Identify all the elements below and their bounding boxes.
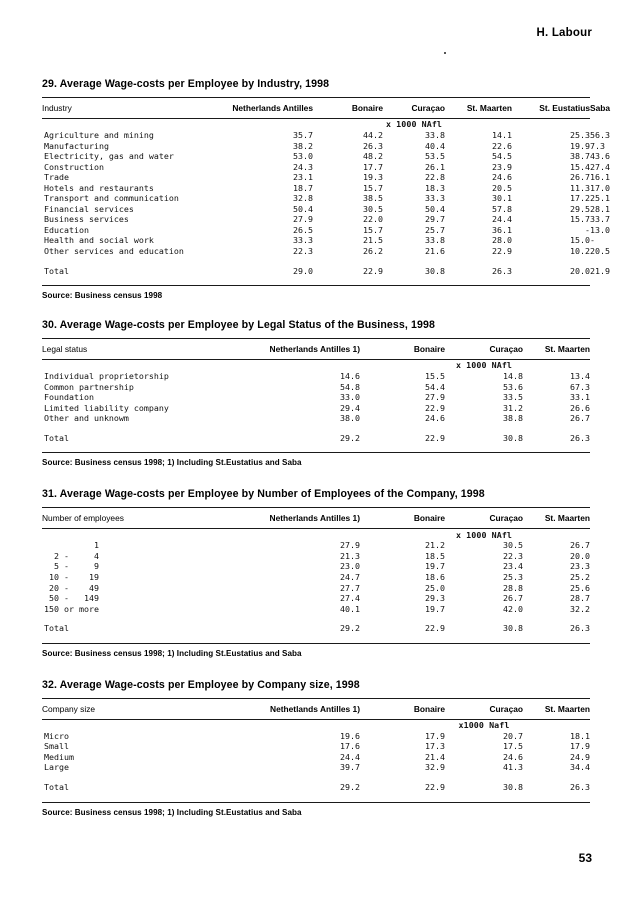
cell-value: 18.6 [425, 572, 445, 583]
table-row: Agriculture and mining 35.7 44.2 33.8 14.1 25.3 56.3 [44, 130, 610, 140]
col-head-bonaire: Bonaire [413, 344, 445, 355]
cell-value: 30.5 [503, 540, 523, 551]
cell-value: 19.9 [570, 140, 590, 151]
cell-value: 26.1 [425, 161, 445, 172]
cell-value: 24.7 [340, 572, 360, 583]
cell-value: 38.8 [503, 413, 523, 424]
row-label: Other and unknowm [44, 413, 129, 424]
cell-value: 53.0 [293, 151, 313, 162]
cell-value: 33.3 [293, 235, 313, 246]
col-head-netherlands-antilles: Netherlands Antilles [232, 103, 313, 113]
cell-value: 38.7 [570, 151, 590, 162]
cell-value: 39.7 [340, 762, 360, 773]
col-head-st-maarten: St. Maarten [466, 103, 512, 113]
table-row-spacer [42, 614, 590, 623]
row-label: Individual proprietorship [44, 371, 169, 382]
cell-value: 18.7 [293, 182, 313, 193]
table-source-31: Source: Business census 1998; 1) Including St.Eustatius and Saba [42, 648, 302, 658]
cell-value: 31.2 [503, 402, 523, 413]
cell-value: 30.5 [363, 203, 383, 214]
running-head: H. Labour [536, 27, 592, 39]
cell-value: 14.6 [340, 371, 360, 382]
cell-value-total: 22.9 [425, 781, 445, 792]
table-31-body [42, 529, 590, 642]
block-gap [42, 300, 590, 319]
table-rule-bot-29 [42, 285, 590, 286]
cell-value: 33.0 [340, 392, 360, 403]
col-head-curacao: Curaçao [411, 103, 445, 113]
cell-value: 27.7 [340, 582, 360, 593]
cell-value: 24.6 [492, 172, 512, 183]
cell-value-total: 29.0 [293, 265, 313, 276]
table-row [42, 593, 590, 604]
table-row: Electricity, gas and water 53.0 48.2 53.5 54.5 38.7 43.6 [44, 151, 610, 162]
table-rule-bot-30 [42, 452, 590, 453]
cell-value: 57.8 [492, 203, 512, 214]
cell-value-total: 22.9 [425, 623, 445, 634]
cell-value: 25.7 [425, 224, 445, 235]
col-head-st-maarten: St. Maarten [544, 703, 590, 714]
table-row [42, 561, 590, 572]
cell-value: 22.9 [425, 402, 445, 413]
cell-value: 29.3 [425, 593, 445, 604]
cell-value: 22.6 [492, 140, 512, 151]
col-head-netherlands-antilles: Netherlands Antilles 1) [269, 513, 360, 524]
cell-value: 19.7 [425, 561, 445, 572]
cell-value: 18.5 [425, 550, 445, 561]
cell-value-total: 29.2 [340, 781, 360, 792]
cell-value: 54.5 [492, 151, 512, 162]
table-header-row-29: Industry Netherlands Antilles Bonaire Curaçao St. Maarten St. Eustatius Saba [42, 98, 590, 118]
table-30-body [42, 360, 590, 452]
table-row [42, 752, 590, 763]
row-label: 1 [44, 540, 99, 551]
row-label: Agriculture and mining [44, 130, 154, 140]
cell-value-total: 30.8 [503, 781, 523, 792]
cell-value: 38.0 [340, 413, 360, 424]
cell-value: 27.4 [340, 593, 360, 604]
cell-value-total: 30.8 [425, 265, 445, 276]
row-label: Foundation [44, 392, 94, 403]
table-row [42, 392, 590, 403]
cell-value: 53.6 [503, 381, 523, 392]
row-label: Trade [44, 172, 69, 183]
table-total-row [42, 782, 590, 793]
cell-value: 18.1 [570, 730, 590, 741]
cell-value: 15.7 [570, 214, 590, 225]
cell-value: 24.4 [492, 214, 512, 225]
cell-value: 19.7 [425, 603, 445, 614]
cell-value: 23.1 [293, 172, 313, 183]
table-header-row-31 [42, 508, 590, 528]
table-row [42, 762, 590, 773]
cell-value-total: 30.8 [503, 432, 523, 443]
cell-value: 32.2 [570, 603, 590, 614]
table-total-row [42, 623, 590, 634]
cell-value: 19.6 [340, 730, 360, 741]
cell-value-total: 26.3 [570, 781, 590, 792]
cell-value: 17.9 [570, 741, 590, 752]
table-30 [42, 339, 590, 359]
cell-value: 33.3 [425, 193, 445, 204]
table-header-row-32 [42, 699, 590, 719]
cell-value: 20.7 [503, 730, 523, 741]
cell-value: 26.7 [503, 593, 523, 604]
cell-value: 14.1 [492, 130, 512, 140]
page-number: 53 [578, 851, 592, 865]
cell-value: 23.9 [492, 161, 512, 172]
cell-value: 29.5 [570, 203, 590, 214]
col-head-curacao: Curaçao [489, 344, 523, 355]
cell-value: 13.4 [570, 371, 590, 382]
table-title-30: 30. Average Wage-costs per Employee by Legal Status of the Business, 1998 [42, 319, 435, 332]
cell-value: 54.8 [340, 381, 360, 392]
cell-value: - [585, 224, 590, 235]
cell-value: 22.3 [503, 550, 523, 561]
col-head-bonaire: Bonaire [413, 513, 445, 524]
table-row: Education 26.5 15.7 25.7 36.1 - 13.0 [44, 224, 610, 235]
cell-value: 21.5 [363, 235, 383, 246]
table-row [42, 741, 590, 752]
cell-value: 54.4 [425, 381, 445, 392]
row-label: Micro [44, 730, 69, 741]
cell-value: 22.3 [293, 246, 313, 257]
cell-value: 22.8 [425, 172, 445, 183]
cell-value-total: 26.3 [570, 432, 590, 443]
cell-value: 67.3 [570, 381, 590, 392]
cell-value: 15.0 [570, 235, 590, 246]
cell-value: 20.5 [492, 182, 512, 193]
cell-value: 53.5 [425, 151, 445, 162]
col-head-netherlands-antilles: Nethetlands Antilles 1) [270, 703, 360, 714]
cell-value: 20.0 [570, 550, 590, 561]
unit-label-30: x 1000 NAfl [455, 360, 513, 371]
cell-value: 28.8 [503, 582, 523, 593]
cell-value: 28.0 [492, 235, 512, 246]
cell-value: 24.6 [425, 413, 445, 424]
table-block-32 [42, 679, 590, 817]
unit-label-32: x1000 Nafl [458, 719, 510, 730]
unit-label-29: x 1000 NAfl [385, 119, 443, 130]
table-block-29 [42, 78, 611, 301]
cell-value-total: 26.3 [492, 265, 512, 276]
table-row: Construction 24.3 17.7 26.1 23.9 15.4 27.4 [44, 161, 610, 172]
cell-value: 18.3 [425, 182, 445, 193]
cell-value: 21.2 [425, 540, 445, 551]
cell-value: 50.4 [425, 203, 445, 214]
cell-value-total: 22.9 [425, 432, 445, 443]
table-block-31 [42, 488, 590, 657]
table-row-spacer [42, 424, 590, 433]
table-total-row [42, 433, 590, 444]
cell-value: 33.8 [425, 235, 445, 246]
table-row [42, 540, 590, 551]
cell-value-total: 30.8 [503, 623, 523, 634]
cell-value: 48.2 [363, 151, 383, 162]
cell-value: 25.0 [425, 582, 445, 593]
table-row: Other services and education 22.3 26.2 21.6 22.9 10.2 20.5 [44, 246, 610, 257]
table-row: Hotels and restaurants 18.7 15.7 18.3 20.5 11.3 17.0 [44, 182, 610, 193]
table-source-29: Source: Business census 1998 [42, 291, 163, 301]
col-head-industry: Industry [42, 103, 72, 113]
table-row: Business services 27.9 22.0 29.7 24.4 15.7 33.7 [44, 214, 610, 225]
cell-value: 24.6 [503, 751, 523, 762]
cell-value: 17.6 [340, 741, 360, 752]
table-unit-row-32 [42, 720, 590, 731]
cell-value: 27.9 [293, 214, 313, 225]
cell-value: 42.0 [503, 603, 523, 614]
page-speck [444, 52, 446, 54]
table-block-30 [42, 319, 590, 467]
row-label: Health and social work [44, 235, 154, 246]
table-row [42, 413, 590, 424]
cell-value: 25.3 [503, 572, 523, 583]
row-label-total: Total [44, 432, 69, 443]
cell-value: 21.4 [425, 751, 445, 762]
cell-value: 50.4 [293, 203, 313, 214]
row-label: 50 - 149 [44, 593, 99, 604]
table-32-body [42, 720, 590, 802]
cell-value: 17.2 [570, 193, 590, 204]
table-row: Manufacturing 38.2 26.3 40.4 22.6 19.9 7.3 [44, 140, 605, 151]
col-head-bonaire: Bonaire [413, 703, 445, 714]
col-head-bonaire: Bonaire [351, 103, 383, 113]
table-total-row: Total 29.0 22.9 30.8 26.3 20.0 21.9 [44, 265, 610, 276]
block-gap [42, 658, 590, 679]
cell-value: 44.2 [363, 130, 383, 140]
cell-value: 28.7 [570, 593, 590, 604]
table-unit-row-31 [42, 529, 590, 540]
table-row-spacer [42, 276, 590, 285]
cell-value: 15.7 [363, 182, 383, 193]
col-head-legal-status: Legal status [42, 344, 88, 355]
table-row [42, 551, 590, 562]
cell-value: 26.7 [570, 413, 590, 424]
col-head-number-of-employees: Number of employees [42, 513, 124, 524]
cell-value: 26.2 [363, 246, 383, 257]
cell-value: 22.0 [363, 214, 383, 225]
row-label: Transport and communication [44, 193, 179, 204]
row-label: 10 - 19 [44, 572, 99, 583]
cell-value: 32.8 [293, 193, 313, 204]
row-label: Education [44, 224, 89, 235]
table-row-spacer [42, 443, 590, 452]
block-gap [42, 467, 590, 488]
cell-value: 25.2 [570, 572, 590, 583]
col-head-st-eustatius: St. Eustatius [539, 103, 590, 113]
cell-value: 29.7 [425, 214, 445, 225]
table-row-spacer [42, 773, 590, 782]
table-source-30: Source: Business census 1998; 1) Including St.Eustatius and Saba [42, 458, 302, 468]
table-29-body [42, 119, 610, 285]
table-32 [42, 699, 590, 719]
cell-value: 26.6 [570, 402, 590, 413]
cell-value: 23.3 [570, 561, 590, 572]
cell-value: 17.7 [363, 161, 383, 172]
cell-value: 15.4 [570, 161, 590, 172]
table-unit-row-29 [42, 119, 590, 130]
cell-value: 34.4 [570, 762, 590, 773]
row-label: 150 or more [44, 603, 99, 614]
col-head-curacao: Curaçao [489, 703, 523, 714]
row-label: Medium [44, 751, 74, 762]
row-label: Limited liability company [44, 402, 169, 413]
table-row-spacer [42, 257, 590, 266]
cell-value-total: 22.9 [363, 265, 383, 276]
cell-value: 17.5 [503, 741, 523, 752]
col-head-company-size: Company size [42, 703, 96, 714]
table-row [42, 403, 590, 414]
col-head-curacao: Curaçao [489, 513, 523, 524]
table-row [42, 731, 590, 742]
table-header-row-30 [42, 339, 590, 359]
cell-value: 26.3 [363, 140, 383, 151]
cell-value: 41.3 [503, 762, 523, 773]
cell-value: 23.0 [340, 561, 360, 572]
cell-value: 10.2 [570, 246, 590, 257]
row-label: Common partnership [44, 381, 134, 392]
row-label: Manufacturing [44, 140, 109, 151]
cell-value: 40.4 [425, 140, 445, 151]
cell-value: 15.7 [363, 224, 383, 235]
table-source-32: Source: Business census 1998; 1) Including St.Eustatius and Saba [42, 807, 302, 817]
cell-value-total: 29.2 [340, 623, 360, 634]
table-row [42, 583, 590, 594]
row-label: Other services and education [44, 246, 184, 257]
cell-value: 26.7 [570, 172, 590, 183]
table-row: Trade 23.1 19.3 22.8 24.6 26.7 16.1 [44, 172, 610, 183]
row-label: Hotels and restaurants [44, 182, 154, 193]
cell-value-total: 26.3 [570, 623, 590, 634]
cell-value: 24.4 [340, 751, 360, 762]
col-head-st-maarten: St. Maarten [544, 513, 590, 524]
cell-value: 26.5 [293, 224, 313, 235]
cell-value: 25.3 [570, 130, 590, 140]
cell-value: 29.4 [340, 402, 360, 413]
row-label: Electricity, gas and water [44, 151, 174, 162]
cell-value: 21.6 [425, 246, 445, 257]
table-row: Health and social work 33.3 21.5 33.8 28.0 15.0 - [44, 235, 595, 246]
table-row [42, 371, 590, 382]
row-label: Financial services [44, 203, 134, 214]
row-label: Business services [44, 214, 129, 225]
cell-value: 21.3 [340, 550, 360, 561]
row-label-total: Total [44, 781, 69, 792]
cell-value: 30.1 [492, 193, 512, 204]
table-unit-row-30 [42, 360, 590, 371]
col-head-netherlands-antilles: Netherlands Antilles 1) [269, 344, 360, 355]
cell-value: 33.1 [570, 392, 590, 403]
table-row-spacer [42, 634, 590, 643]
table-31 [42, 508, 590, 528]
cell-value: 26.7 [570, 540, 590, 551]
row-label: Construction [44, 161, 104, 172]
table-rule-bot-31 [42, 643, 590, 644]
cell-value: 33.5 [503, 392, 523, 403]
row-label: Small [44, 741, 69, 752]
cell-value: 17.9 [425, 730, 445, 741]
cell-value: 15.5 [425, 371, 445, 382]
cell-value: 33.8 [425, 130, 445, 140]
table-row [42, 572, 590, 583]
table-29 [42, 98, 611, 118]
cell-value: 23.4 [503, 561, 523, 572]
col-head-st-maarten: St. Maarten [544, 344, 590, 355]
cell-value: 17.3 [425, 741, 445, 752]
table-row: Financial services 50.4 30.5 50.4 57.8 29.5 28.1 [44, 203, 610, 214]
page-content [42, 78, 611, 817]
table-title-31: 31. Average Wage-costs per Employee by Number of Employees of the Company, 1998 [42, 488, 485, 501]
cell-value: 36.1 [492, 224, 512, 235]
table-title-32: 32. Average Wage-costs per Employee by Company size, 1998 [42, 678, 360, 691]
cell-value: 27.9 [425, 392, 445, 403]
cell-value: 11.3 [570, 182, 590, 193]
cell-value-total: 29.2 [340, 432, 360, 443]
row-label-total: Total [44, 265, 69, 276]
row-label: 5 - 9 [44, 561, 99, 572]
cell-value: 22.9 [492, 246, 512, 257]
cell-value: 19.3 [363, 172, 383, 183]
cell-value: 27.9 [340, 540, 360, 551]
cell-value: 38.2 [293, 140, 313, 151]
row-label: 20 - 49 [44, 582, 99, 593]
table-row-spacer [42, 793, 590, 802]
table-rule-bot-32 [42, 802, 590, 803]
cell-value-total: 20.0 [570, 265, 590, 276]
row-label-total: Total [44, 623, 69, 634]
unit-label-31: x 1000 NAfl [455, 529, 513, 540]
row-label: 2 - 4 [44, 550, 99, 561]
table-row [42, 382, 590, 393]
table-row [42, 604, 590, 615]
cell-value: 24.9 [570, 751, 590, 762]
cell-value: 40.1 [340, 603, 360, 614]
table-row: Transport and communication 32.8 38.5 33.3 30.1 17.2 25.1 [44, 193, 610, 204]
cell-value: 35.7 [293, 130, 313, 140]
cell-value: 38.5 [363, 193, 383, 204]
table-title-29: 29. Average Wage-costs per Employee by Industry, 1998 [42, 78, 330, 90]
cell-value: 24.3 [293, 161, 313, 172]
row-label: Large [44, 762, 69, 773]
cell-value: 32.9 [425, 762, 445, 773]
cell-value: 14.8 [503, 371, 523, 382]
cell-value: 25.6 [570, 582, 590, 593]
